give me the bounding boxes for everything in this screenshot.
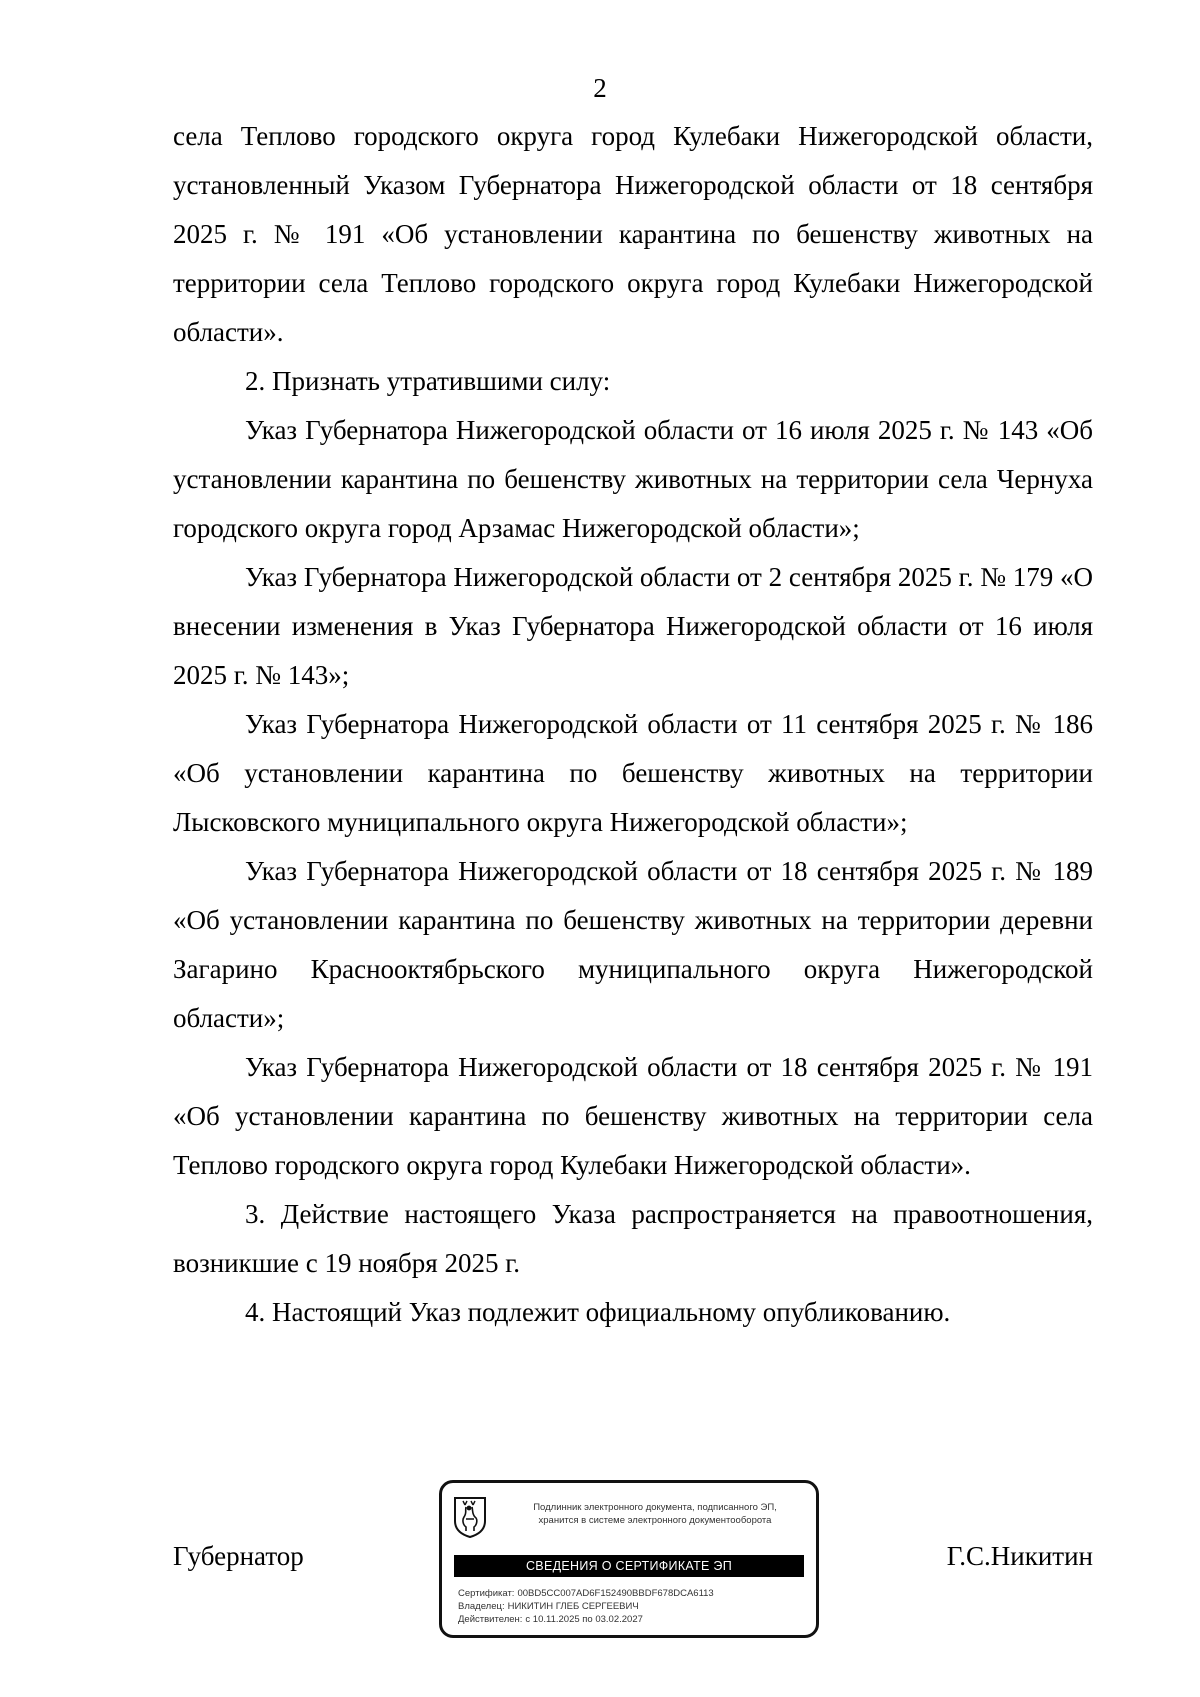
certificate-value: 00BD5CC007AD6F152490BBDF678DCA6113: [517, 1588, 714, 1599]
certificate-details: [458, 1587, 808, 1626]
paragraph: Указ Губернатора Нижегородской области от 2 сентября 2025 г. № 179 «О внесении изменения в Указ Губернатора Нижегородской области от 16 июля 2025 г. № 143»;: [173, 562, 1093, 690]
stamp-notice: [498, 1501, 812, 1527]
paragraph: Указ Губернатора Нижегородской области от 18 сентября 2025 г. № 189 «Об установлении карантина по бешенству животных на территории деревни Загарино Краснооктябрьского муниципального округа Нижегородской области»;: [173, 856, 1093, 1033]
owner-value: НИКИТИН ГЛЕБ СЕРГЕЕВИЧ: [507, 1601, 639, 1612]
document-body: [173, 112, 1093, 1337]
certificate-label: Сертификат:: [458, 1588, 515, 1599]
paragraph: села Теплово городского округа город Кулебаки Нижегородской области, установленный Указом Губернатора Нижегородской области от 18 сентября 2025 г. № 191 «Об установлении карантина по бешенству животных на территории села Теплово городского округа город Кулебаки Нижегородской области».: [173, 121, 1093, 347]
signatory-title: Губернатор: [173, 1541, 304, 1571]
deer-coat-of-arms-icon: [452, 1495, 488, 1539]
stamp-notice-line: хранится в системе электронного документооборота: [538, 1515, 772, 1526]
paragraph: 2. Признать утратившими силу:: [245, 366, 611, 396]
paragraph: Указ Губернатора Нижегородской области от 11 сентября 2025 г. № 186 «Об установлении карантина по бешенству животных на территории Лысковского муниципального округа Нижегородской области»;: [173, 709, 1093, 837]
signatory-name: Г.С.Никитин: [946, 1541, 1093, 1571]
stamp-notice-line: Подлинник электронного документа, подписанного ЭП,: [533, 1502, 777, 1513]
electronic-signature-stamp: [439, 1480, 819, 1638]
validity-label: Действителен:: [458, 1614, 523, 1625]
signature-block: [173, 1480, 1093, 1640]
certificate-row: [458, 1587, 808, 1600]
validity-row: [458, 1613, 808, 1626]
page-number: 2: [593, 73, 607, 103]
paragraph: 3. Действие настоящего Указа распространяется на правоотношения, возникшие с 19 ноября 2025 г.: [173, 1199, 1093, 1278]
stamp-header: СВЕДЕНИЯ О СЕРТИФИКАТЕ ЭП: [454, 1555, 804, 1577]
paragraph: Указ Губернатора Нижегородской области от 18 сентября 2025 г. № 191 «Об установлении карантина по бешенству животных на территории села Теплово городского округа город Кулебаки Нижегородской области».: [173, 1052, 1093, 1180]
paragraph: 4. Настоящий Указ подлежит официальному опубликованию.: [245, 1297, 951, 1327]
paragraph: Указ Губернатора Нижегородской области от 16 июля 2025 г. № 143 «Об установлении карантина по бешенству животных на территории села Чернуха городского округа город Арзамас Нижегородской области»;: [173, 415, 1093, 543]
owner-label: Владелец:: [458, 1601, 505, 1612]
owner-row: [458, 1600, 808, 1613]
validity-value: с 10.11.2025 по 03.02.2027: [525, 1614, 643, 1625]
